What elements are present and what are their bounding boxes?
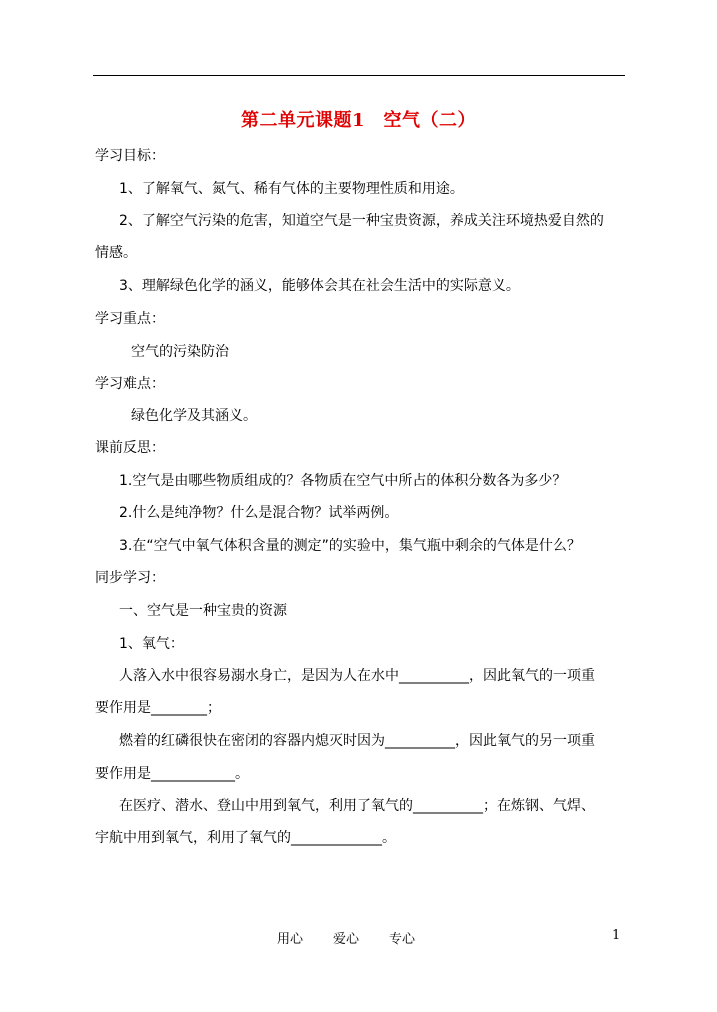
key-point-heading: 学习重点： bbox=[95, 311, 165, 327]
sync-subheading: 1、氧气： bbox=[119, 636, 184, 652]
sync-study-heading: 同步学习： bbox=[95, 570, 165, 586]
reflection-question: 1.空气是由哪些物质组成的？各物质在空气中所占的体积分数各为多少？ bbox=[119, 473, 567, 489]
objectives-heading: 学习目标： bbox=[95, 148, 165, 164]
sync-paragraph-line: 要作用是____________。 bbox=[95, 766, 249, 782]
difficulty-text: 绿色化学及其涵义。 bbox=[131, 408, 257, 424]
reflection-question: 2.什么是纯净物？什么是混合物？试举两例。 bbox=[119, 505, 399, 521]
objective-item: 2、了解空气污染的危害，知道空气是一种宝贵资源，养成关注环境热爱自然的 bbox=[119, 213, 604, 229]
sync-paragraph-line: 在医疗、潜水、登山中用到氧气，利用了氧气的__________；在炼钢、气焊、 bbox=[119, 798, 595, 814]
key-point-text: 空气的污染防治 bbox=[131, 344, 229, 360]
sync-paragraph-line: 宇航中用到氧气，利用了氧气的_____________。 bbox=[95, 830, 396, 846]
sync-subheading: 一、空气是一种宝贵的资源 bbox=[119, 603, 287, 619]
sync-paragraph-line: 人落入水中很容易溺水身亡，是因为人在水中__________，因此氧气的一项重 bbox=[119, 668, 595, 684]
footer-item: 爱心 bbox=[333, 932, 360, 947]
sync-paragraph-line: 要作用是________； bbox=[95, 700, 221, 716]
header-rule bbox=[93, 75, 625, 76]
objective-item: 1、了解氧气、氮气、稀有气体的主要物理性质和用途。 bbox=[119, 181, 464, 197]
objective-item-continued: 情感。 bbox=[95, 245, 137, 261]
sync-paragraph-line: 燃着的红磷很快在密闭的容器内熄灭时因为__________，因此氧气的另一项重 bbox=[119, 733, 595, 749]
difficulty-heading: 学习难点： bbox=[95, 376, 165, 392]
reflection-question: 3.在“空气中氧气体积含量的测定”的实验中，集气瓶中剩余的气体是什么？ bbox=[119, 538, 581, 554]
footer-item: 用心 bbox=[277, 932, 304, 947]
page-title: 第二单元课题1 空气（二） bbox=[240, 110, 477, 131]
objective-item: 3、理解绿色化学的涵义，能够体会其在社会生活中的实际意义。 bbox=[119, 278, 520, 294]
footer-item: 专心 bbox=[389, 932, 416, 947]
reflection-heading: 课前反思： bbox=[95, 440, 165, 456]
page-number: 1 bbox=[612, 928, 621, 943]
